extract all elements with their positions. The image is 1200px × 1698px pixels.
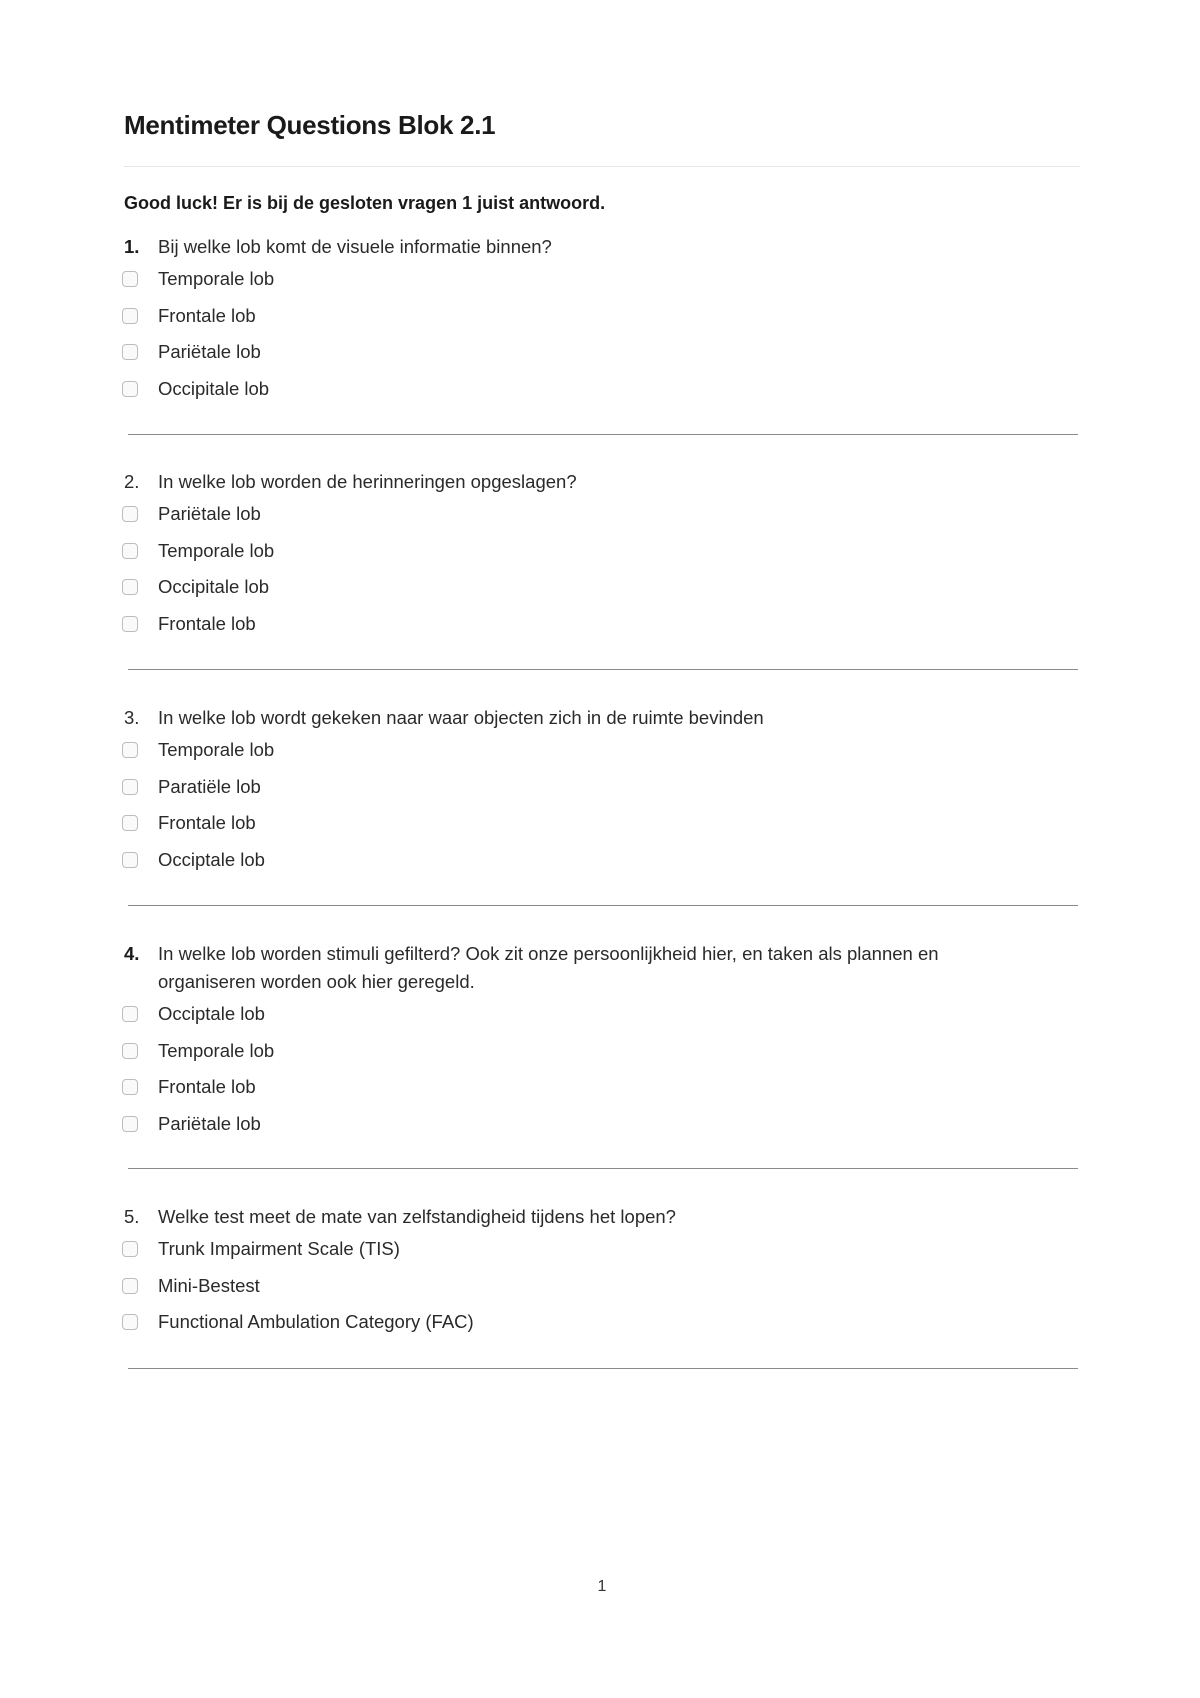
checkbox[interactable] (122, 506, 138, 522)
answer-option[interactable] (124, 842, 1080, 879)
checkbox[interactable] (122, 815, 138, 831)
option-label: Functional Ambulation Category (FAC) (158, 1311, 474, 1333)
option-label: Pariëtale lob (158, 1112, 261, 1134)
option-list (124, 261, 1080, 407)
question-5 (124, 1203, 1080, 1341)
option-list (124, 732, 1080, 878)
checkbox[interactable] (122, 1006, 138, 1022)
question-1 (124, 233, 1080, 407)
option-label: Pariëtale lob (158, 503, 261, 525)
option-list (124, 1231, 1080, 1341)
checkbox[interactable] (122, 1079, 138, 1095)
option-label: Trunk Impairment Scale (TIS) (158, 1238, 400, 1260)
question-4 (124, 940, 1080, 1142)
intro-text: Good luck! Er is bij de gesloten vragen 1 juist antwoord. (124, 193, 606, 213)
option-label: Mini-Bestest (158, 1274, 260, 1296)
checkbox[interactable] (122, 1314, 138, 1330)
option-label: Temporale lob (158, 539, 275, 561)
checkbox[interactable] (122, 742, 138, 758)
answer-option[interactable] (124, 805, 1080, 842)
option-label: Frontale lob (158, 812, 256, 834)
checkbox[interactable] (122, 1241, 138, 1257)
checkbox[interactable] (122, 271, 138, 287)
checkbox[interactable] (122, 381, 138, 397)
question-text: Bij welke lob komt de visuele informatie binnen? (158, 236, 552, 257)
answer-option[interactable] (124, 1033, 1080, 1070)
answer-option[interactable] (124, 996, 1080, 1033)
checkbox[interactable] (122, 779, 138, 795)
question-3 (124, 704, 1080, 878)
option-list (124, 996, 1080, 1142)
option-label: Occipitale lob (158, 377, 270, 399)
option-list (124, 496, 1080, 642)
answer-option[interactable] (124, 298, 1080, 335)
question-number: 3. (124, 707, 140, 728)
checkbox[interactable] (122, 344, 138, 360)
option-label: Frontale lob (158, 612, 256, 634)
checkbox[interactable] (122, 308, 138, 324)
answer-option[interactable] (124, 1304, 1080, 1341)
question-number: 1. (124, 236, 140, 257)
option-label: Occiptale lob (158, 1003, 265, 1025)
option-label: Occipitale lob (158, 576, 270, 598)
answer-option[interactable] (124, 334, 1080, 371)
option-label: Frontale lob (158, 304, 256, 326)
answer-option[interactable] (124, 261, 1080, 298)
answer-option[interactable] (124, 569, 1080, 606)
checkbox[interactable] (122, 616, 138, 632)
checkbox[interactable] (122, 1116, 138, 1132)
question-divider (128, 905, 1078, 906)
question-text: In welke lob wordt gekeken naar waar objecten zich in de ruimte bevinden (158, 707, 764, 728)
question-number: 4. (124, 943, 140, 964)
question-divider (128, 669, 1078, 670)
answer-option[interactable] (124, 1106, 1080, 1143)
answer-option[interactable] (124, 769, 1080, 806)
option-label: Temporale lob (158, 1039, 275, 1061)
title-divider (124, 166, 1080, 167)
checkbox[interactable] (122, 543, 138, 559)
option-label: Paratiële lob (158, 775, 261, 797)
question-text: In welke lob worden stimuli gefilterd? Ook zit onze persoonlijkheid hier, en taken als plannen en organiseren worden ook hier geregeld. (158, 943, 939, 992)
question-2 (124, 468, 1080, 642)
question-divider (128, 434, 1078, 435)
question-number: 5. (124, 1206, 140, 1227)
question-divider (128, 1168, 1078, 1169)
question-text: In welke lob worden de herinneringen opgeslagen? (158, 471, 577, 492)
page-title: Mentimeter Questions Blok 2.1 (124, 110, 496, 140)
option-label: Temporale lob (158, 739, 275, 761)
option-label: Temporale lob (158, 268, 275, 290)
answer-option[interactable] (124, 606, 1080, 643)
answer-option[interactable] (124, 1268, 1080, 1305)
answer-option[interactable] (124, 1231, 1080, 1268)
answer-option[interactable] (124, 533, 1080, 570)
question-text: Welke test meet de mate van zelfstandigheid tijdens het lopen? (158, 1206, 676, 1227)
option-label: Frontale lob (158, 1076, 256, 1098)
option-label: Pariëtale lob (158, 341, 261, 363)
checkbox[interactable] (122, 1278, 138, 1294)
answer-option[interactable] (124, 496, 1080, 533)
answer-option[interactable] (124, 371, 1080, 408)
question-number: 2. (124, 471, 140, 492)
question-divider (128, 1368, 1078, 1369)
answer-option[interactable] (124, 732, 1080, 769)
checkbox[interactable] (122, 579, 138, 595)
option-label: Occiptale lob (158, 848, 265, 870)
page-number: 1 (597, 1578, 607, 1595)
answer-option[interactable] (124, 1069, 1080, 1106)
checkbox[interactable] (122, 852, 138, 868)
checkbox[interactable] (122, 1043, 138, 1059)
